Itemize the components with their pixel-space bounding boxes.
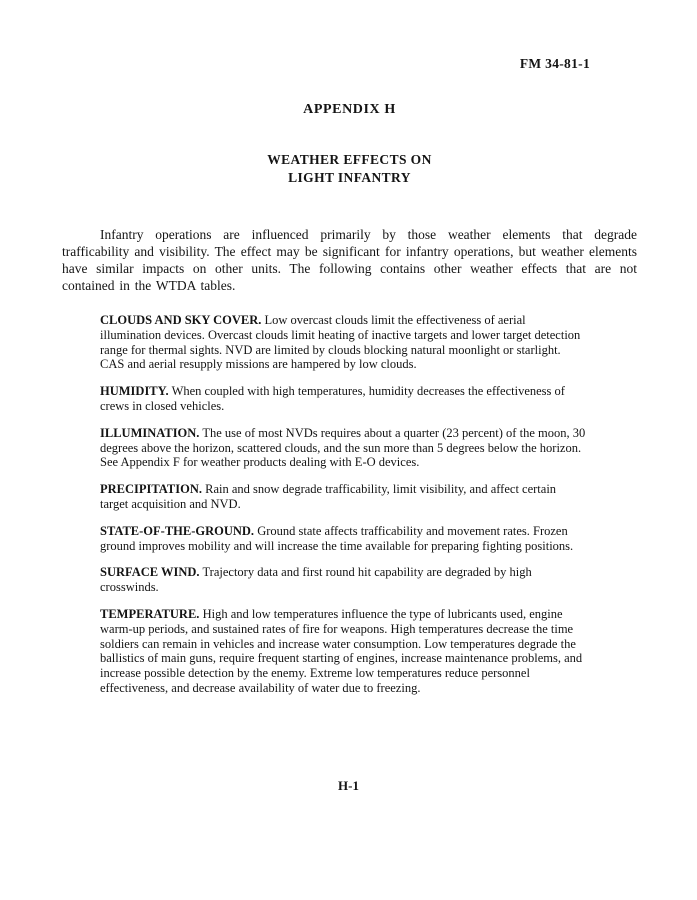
section-text: When coupled with high temperatures, humidity decreases the effectiveness of crews in closed vehicles.	[100, 384, 565, 413]
section-state-of-the-ground	[100, 524, 587, 554]
section-humidity	[100, 384, 587, 414]
intro-paragraph: Infantry operations are influenced primarily by those weather elements that degrade trafficability and visibility. The effect may be significant for infantry operations, but weather elements have similar impacts on other units. The following contains other weather effects that are not contained in the WTDA tables.	[62, 227, 637, 293]
appendix-heading: APPENDIX H	[303, 102, 396, 117]
section-label: HUMIDITY.	[100, 384, 169, 399]
section-text: Trajectory data and first round hit capability are degraded by high crosswinds.	[100, 565, 532, 595]
section-illumination	[100, 426, 587, 470]
document-title	[62, 151, 637, 187]
page-number: H-1	[338, 778, 359, 793]
section-label: SURFACE WIND.	[100, 565, 200, 580]
section-label: STATE-OF-THE-GROUND.	[100, 523, 255, 538]
section-label: TEMPERATURE.	[100, 606, 200, 621]
section-text: Rain and snow degrade trafficability, limit visibility, and affect certain target acquisition and NVD.	[100, 482, 557, 511]
section-clouds-and-sky-cover	[100, 313, 587, 372]
section-text: Ground state affects trafficability and movement rates. Frozen ground improves mobility and will increase the time available for preparing fighting positions.	[100, 523, 574, 553]
section-text: The use of most NVDs requires about a quarter (23 percent) of the moon, 30 degrees above the horizon, scattered clouds, and the sun more than 5 degrees below the horizon. See Appendix F for weather products dealing with E-O devices.	[100, 425, 586, 470]
section-surface-wind	[100, 565, 587, 595]
section-precipitation	[100, 482, 587, 512]
weather-effects-sections	[100, 313, 587, 696]
section-label: PRECIPITATION.	[100, 482, 202, 497]
section-label: CLOUDS AND SKY COVER.	[100, 313, 262, 327]
section-temperature	[100, 607, 587, 696]
document-title-line1: WEATHER EFFECTS ON	[267, 152, 432, 167]
section-text: High and low temperatures influence the type of lubricants used, engine warm-up periods, and sustained rates of fire for weapons. High temperatures decrease the time soldiers can remain in vehicles and increase water consumption. Low temperatures degrade the ballistics of main guns, require frequent starting of engines, increase maintenance problems, and increase possible detection by the enemy. Extreme low temperatures reduce personnel effectiveness, and decrease availability of water due to freezing.	[100, 606, 583, 695]
section-label: ILLUMINATION.	[100, 425, 200, 440]
section-text: Low overcast clouds limit the effectiveness of aerial illumination devices. Overcast clouds limit heating of inactive targets and lower target detection range for thermal sights. NVD are limited by clouds blocking natural moonlight or starlight. CAS and aerial resupply missions are hampered by low clouds.	[100, 313, 581, 372]
document-number: FM 34-81-1	[519, 56, 590, 71]
document-title-line2: LIGHT INFANTRY	[288, 170, 411, 185]
